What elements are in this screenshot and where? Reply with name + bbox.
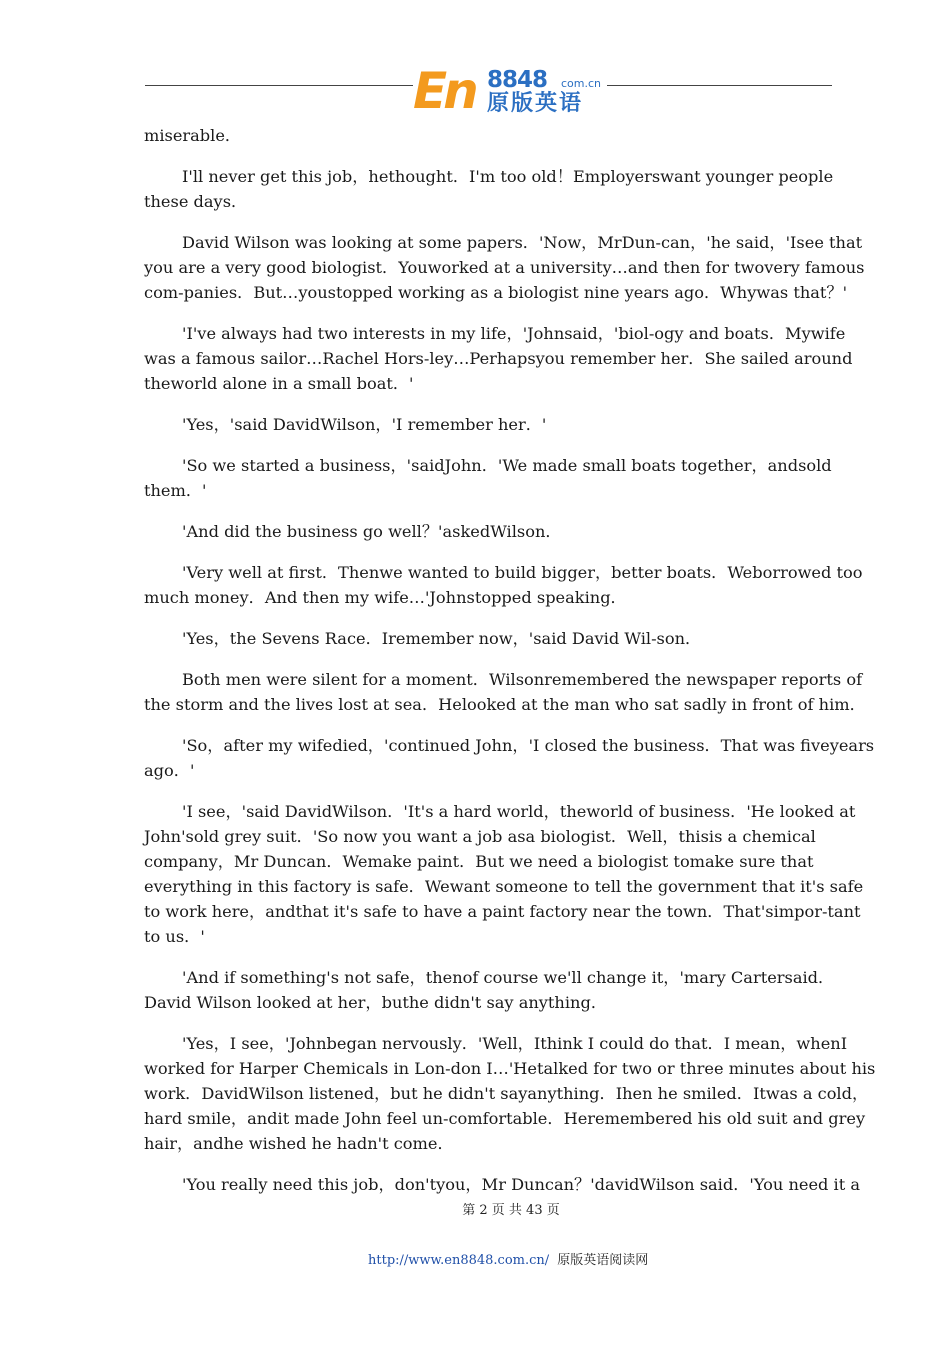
document-body (144, 123, 876, 1213)
logo-chinese-name: 原版英语 (487, 91, 584, 116)
footer (368, 1249, 648, 1268)
header-rule-right (607, 85, 832, 86)
page-number: 第 2 页 共 43 页 (462, 1203, 560, 1218)
footer-url-link[interactable]: http://www.en8848.com.cn/ (368, 1253, 550, 1268)
paragraph: 'So we started a business，'saidJohn．'We made small boats together，andsold them．' (144, 456, 832, 500)
site-logo (413, 62, 607, 120)
paragraph: miserable． (144, 126, 242, 145)
paragraph: Both men were silent for a moment．Wilsonremembered the newspaper reports of the storm and the lives lost at sea．Helooked at the man who sat sadly in front of him． (144, 670, 866, 714)
paragraph: 'I've always had two interests in my life，'Johnsaid，'biol-ogy and boats．Mywife was a famous sailor…Rachel Hors-ley…Perhapsyou remember her．She sailed around theworld alone in a small boat．' (144, 324, 853, 393)
header-rule-left (145, 85, 413, 86)
paragraph: 'And if something's not safe，thenof course we'll change it，'mary Cartersaid．David Wilson looked at her，buthe didn't say anything． (144, 968, 835, 1012)
paragraph: I'll never get this job，hethought．I'm too old！Employerswant younger people these days． (144, 167, 834, 211)
paragraph: David Wilson was looking at some papers．'Now，MrDun-can，'he said，'Isee that you are a very good biologist．Youworked at a university…and then for twovery famous com-panies．But…youstopped working as a biologist nine years ago．Whywas that？' (144, 233, 865, 302)
paragraph: 'You really need this job，don'tyou，Mr Duncan？'davidWilson said．'You need it a (182, 1175, 861, 1194)
logo-text: En (413, 62, 475, 120)
paragraph: 'So，after my wifedied，'continued John，'I closed the business．That was fiveyears ago．' (144, 736, 875, 780)
footer-site-name: 原版英语阅读网 (557, 1253, 649, 1268)
paragraph: 'Yes，'said DavidWilson，'I remember her．' (182, 415, 547, 434)
logo-number: 8848 (487, 67, 548, 93)
paragraph: 'And did the business go well？'askedWilson． (182, 522, 562, 541)
paragraph: 'I see，'said DavidWilson．'It's a hard world，theworld of business．'He looked at John'sold grey suit．'So now you want a job asa biologist．Well，thisis a chemical company，Mr Duncan．Wemake paint．But we need a biologist tomake sure that everything in this factory is safe．Wewant someone to tell the government that it's safe to work here，andthat it's safe to have a paint factory near the town．That'simpor-tant to us．' (144, 802, 864, 946)
paragraph: 'Yes，I see，'Johnbegan nervously．'Well，Ithink I could do that．I mean，whenI worked for Harper Chemicals in Lon-don I…'Hetalked for two or three minutes about his work．DavidWilson listened，but he didn't sayanything．Ihen he smiled．Itwas a cold，hard smile，andit made John feel un-comfortable．Heremembered his old suit and grey hair，andhe wished he hadn't come． (144, 1034, 876, 1153)
logo-domain: com.cn (561, 77, 602, 90)
paragraph: 'Yes，the Sevens Race．Iremember now，'said David Wil-son． (182, 629, 702, 648)
paragraph: 'Very well at first．Thenwe wanted to build bigger，better boats．Weborrowed too much money．And then my wife…'Johnstopped speaking． (144, 563, 863, 607)
